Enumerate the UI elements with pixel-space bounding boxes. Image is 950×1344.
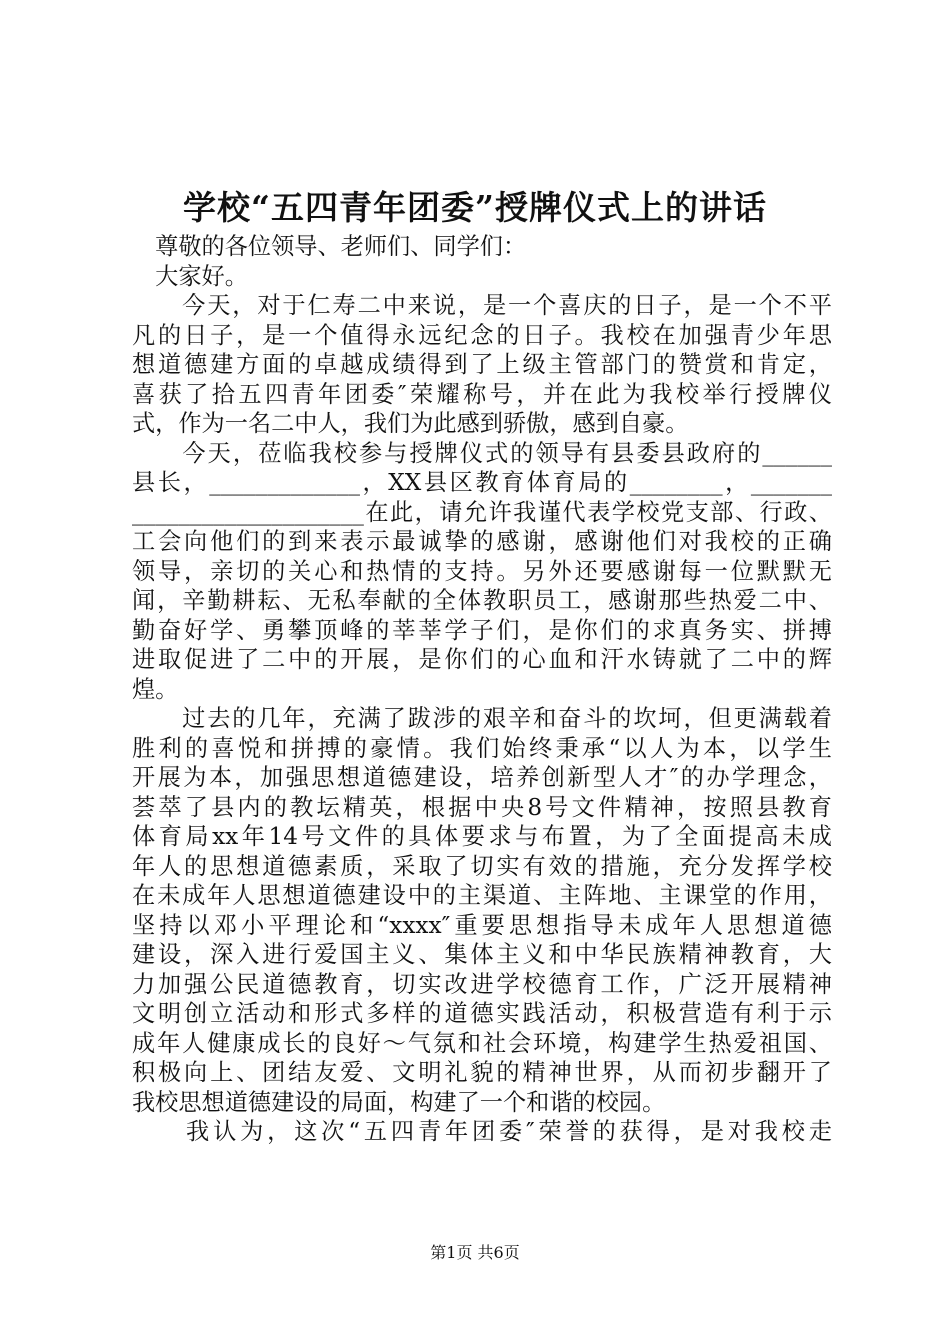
body-text-line: 闻，辛勤耕耘、无私奉献的全体教职员工，感谢那些热爱二中、	[132, 587, 832, 614]
body-text-line: 积极向上、团结友爱、文明礼貌的精神世界，从而初步翻开了	[132, 1059, 832, 1086]
body-text-line: 胜利的喜悦和拼搏的豪情。我们始终秉承“以人为本，以学生	[132, 734, 832, 762]
body-text-line: 领导，亲切的关心和热情的支持。另外还要感谢每一位默默无	[132, 557, 832, 585]
body-text-line: 今天，莅临我校参与授牌仪式的领导有县委县政府的______	[132, 439, 832, 467]
body-text-line: 在未成年人思想道德建设中的主渠道、主阵地、主课堂的作用，	[132, 882, 832, 909]
body-text-line: 今天，对于仁寿二中来说，是一个喜庆的日子，是一个不平	[132, 292, 832, 319]
body-text-line: 式，作为一名二中人，我们为此感到骄傲，感到自豪。	[132, 410, 689, 437]
body-text-line: 过去的几年，充满了跋涉的艰辛和奋斗的坎坷，但更满载着	[132, 705, 832, 732]
body-text-line: 我校思想道德建设的局面，构建了一个和谐的校园。	[132, 1088, 666, 1116]
body-text-line: 年人的思想道德素质，采取了切实有效的措施，充分发挥学校	[132, 852, 832, 880]
document-body	[132, 232, 832, 1147]
body-text-line: 想道德建方面的卓越成绩得到了上级主管部门的赞赏和肯定，	[132, 351, 832, 378]
body-text-line: 喜获了拾五四青年团委″荣耀称号，并在此为我校举行授牌仪	[132, 380, 832, 408]
body-text-line: 进取促进了二中的开展，是你们的心血和汗水铸就了二中的辉	[132, 646, 832, 673]
body-text-line: 大家好。	[132, 262, 248, 290]
body-text-line: 坚持以邓小平理论和“xxxx″重要思想指导未成年人思想道德	[132, 911, 832, 939]
body-text-line: 文明创立活动和形式多样的道德实践活动，积极营造有利于示	[132, 1000, 832, 1027]
body-text-line: 县长，_____________，XX县区教育体育局的________，_______	[132, 469, 832, 496]
page-number-footer: 第1页 共6页	[430, 1243, 520, 1262]
body-text-line: 凡的日子，是一个值得永远纪念的日子。我校在加强青少年思	[132, 321, 832, 349]
body-text-line: 力加强公民道德教育，切实改进学校德育工作，广泛开展精神	[132, 970, 832, 998]
body-text-line: ____________________在此，请允许我谨代表学校党支部、行政、	[132, 498, 832, 526]
body-text-line: 勤奋好学、勇攀顶峰的莘莘学子们，是你们的求真务实、拼搏	[132, 616, 832, 644]
body-text-line: 工会向他们的到来表示最诚挚的感谢，感谢他们对我校的正确	[132, 528, 832, 555]
body-text-line: 体育局xx年14号文件的具体要求与布置，为了全面提高未成	[132, 823, 832, 850]
body-text-line: 荟萃了县内的教坛精英，根据中央8号文件精神，按照县教育	[132, 793, 832, 821]
body-text-line: 建设，深入进行爱国主义、集体主义和中华民族精神教育，大	[132, 941, 832, 968]
document-title: 学校“五四青年团委”授牌仪式上的讲话	[183, 188, 767, 227]
body-text-line: 我认为，这次“五四青年团委″荣誉的获得，是对我校走	[132, 1118, 832, 1145]
body-text-line: 开展为本，加强思想道德建设，培养创新型人才″的办学理念，	[132, 764, 832, 791]
body-text-line: 煌。	[132, 675, 179, 703]
body-text-line: 尊敬的各位领导、老师们、同学们：	[132, 233, 527, 260]
body-text-line: 成年人健康成长的良好～气氛和社会环境，构建学生热爱祖国、	[132, 1029, 832, 1057]
